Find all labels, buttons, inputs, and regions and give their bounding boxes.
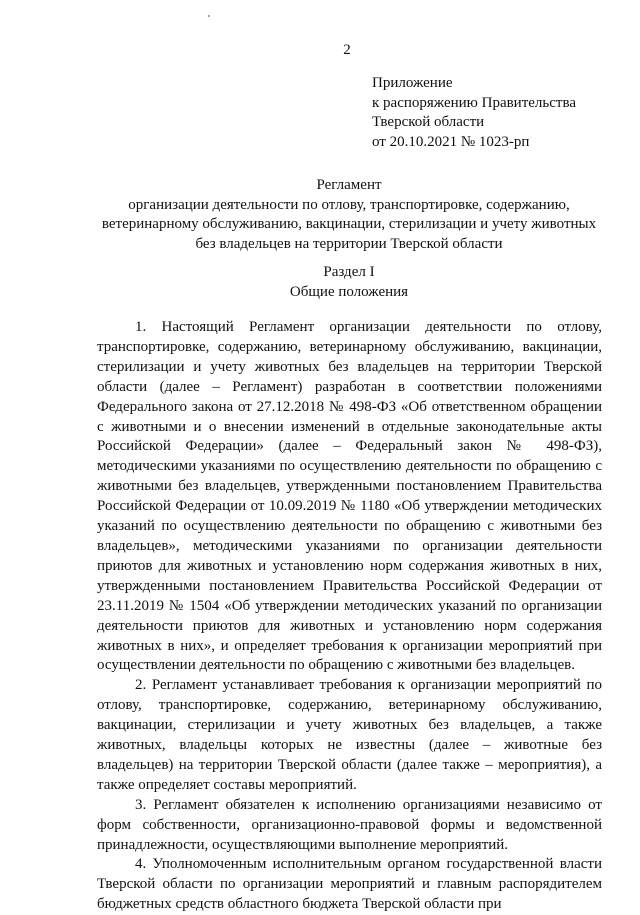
approval-block (372, 74, 576, 152)
section-heading (84, 263, 614, 302)
section-name: Общие положения (289, 283, 409, 300)
document-title (84, 176, 614, 254)
title-heading: Регламент (316, 177, 382, 193)
approval-line: Приложение (372, 75, 453, 91)
title-line: ветеринарному обслуживанию, вакцинации, стерилизации и учету животных (101, 216, 597, 232)
paragraph: 2. Регламент устанавливает требования к организации мероприятий по отлову, транспортировке, содержанию, ветеринарному обслуживанию, вакцинации, стерилизации и учету животных без владельцев, а также животных, владельцы которых не известны (далее – животные без владельцев) на территории Тверской области (далее также – мероприятия), а также определяет составы мероприятий. (97, 677, 602, 793)
page-number: 2 (343, 42, 351, 58)
approval-line: к распоряжению Правительства (372, 94, 577, 111)
scan-artifact (208, 15, 210, 17)
title-line: организации деятельности по отлову, транспортировке, содержанию, (128, 196, 570, 213)
approval-line: Тверской области (372, 114, 485, 130)
section-number: Раздел I (323, 264, 375, 280)
title-line: без владельцев на территории Тверской области (195, 235, 503, 252)
paragraph: 3. Регламент обязателен к исполнению организациями независимо от форм собственности, организационно-правовой формы и ведомственной принадлежности, осуществляющими выполнение мероприятий. (97, 796, 602, 853)
paragraph: 1. Настоящий Регламент организации деятельности по отлову, транспортировке, содержанию, ветеринарному обслуживанию, вакцинации, стерилизации и учету животных без владельцев на территории Тверской области (далее – Регламент) разработан в соответствии положениями Федерального закона от 27.12.2018 № 498-ФЗ «Об ответственном обращении с животными и о внесении изменений в отдельные законодательные акты Российской Федерации» (далее – Федеральный закон № 498-ФЗ), методическими указаниями по осуществлению деятельности по обращению с животными без владельцев, утвержденными постановлением Правительства Российской Федерации от 10.09.2019 № 1180 «Об утверждении методических указаний по осуществлению деятельности по обращению с животными без владельцев», методическими указаниями по организации деятельности приютов для животных и установлению норм содержания животных в них, утвержденными постановлением Правительства Российской Федерации от 23.11.2019 № 1504 «Об утверждении методических указаний по организации деятельности приютов для животных и установлению норм содержания животных в них», и определяет требования к организации мероприятий при осуществлении деятельности по обращению с животными без владельцев. (97, 319, 602, 674)
approval-line: от 20.10.2021 № 1023-рп (372, 133, 530, 150)
paragraph: 4. Уполномоченным исполнительным органом государственной власти Тверской области по организации мероприятий и главным распорядителем бюджетных средств областного бюджета Тверской области при (97, 856, 602, 913)
body-text (97, 318, 602, 915)
